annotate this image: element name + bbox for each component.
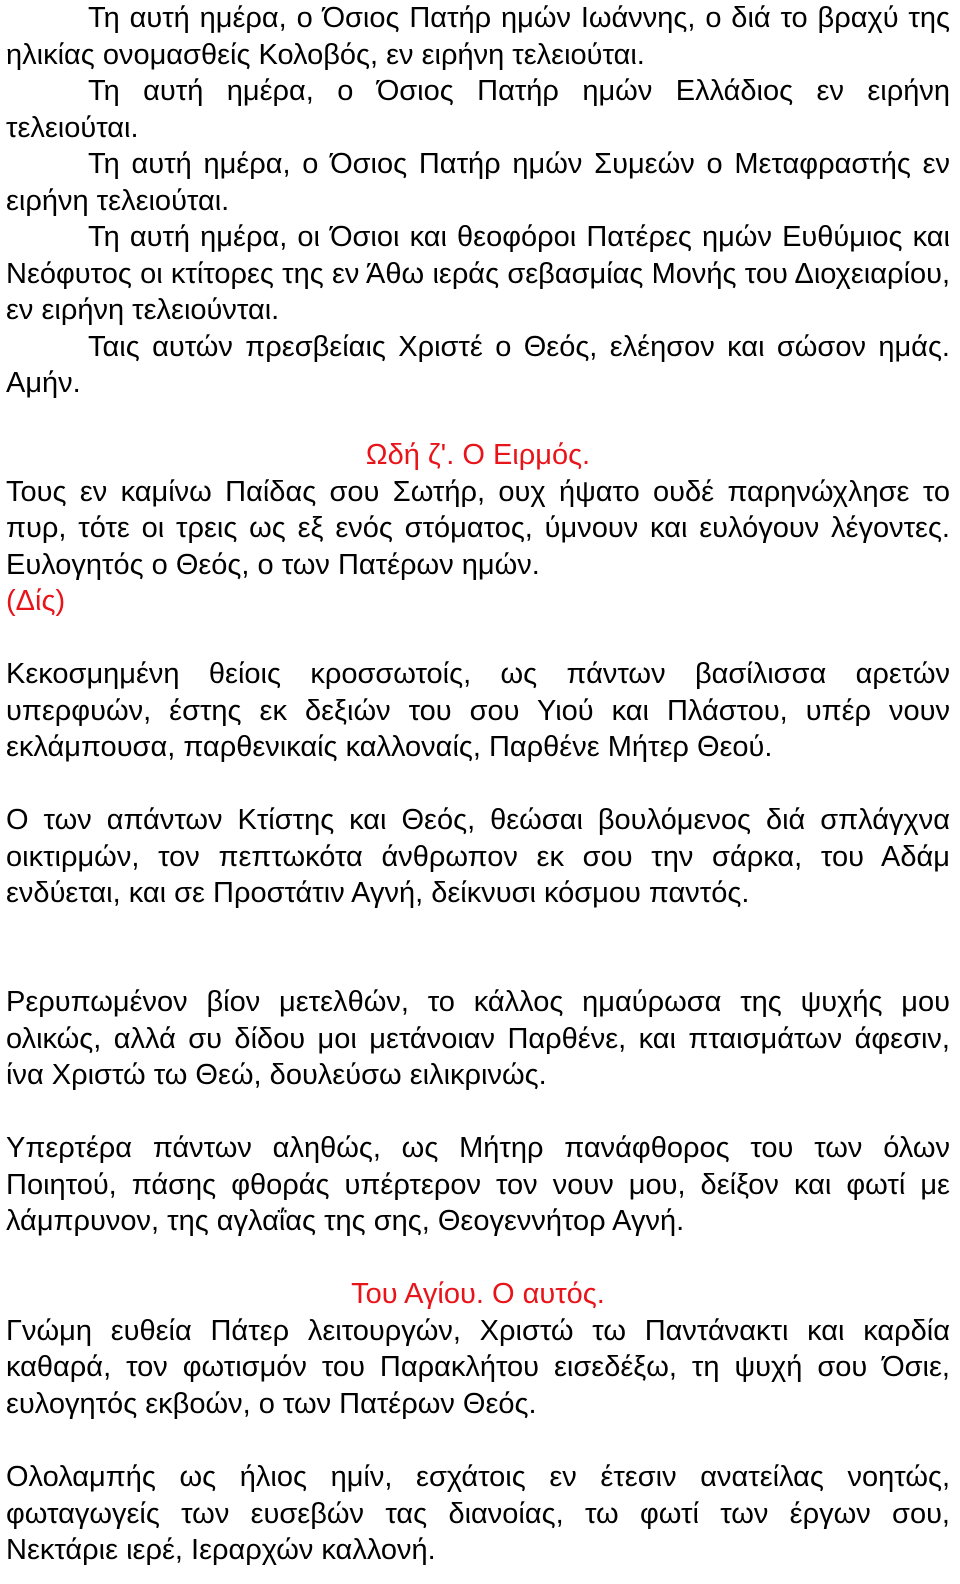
commemoration-1: Τη αυτή ημέρα, ο Όσιος Πατήρ ημών Ιωάννης, ο διά το βραχύ της ηλικίας ονομασθείς Κολοβός, εν ειρήνη τελειούται. xyxy=(6,2,950,71)
repeat-marker: (Δίς) xyxy=(6,585,66,617)
ode-7-troparion-4 xyxy=(6,1130,950,1240)
commemoration-4: Τη αυτή ημέρα, οι Όσιοι και θεοφόροι Πατέρες ημών Ευθύμιος και Νεόφυτος οι κτίτορες της εν Άθω ιεράς σεβασμίας Μονής του Διοχειαρίου, εν ειρήνη τελειούνται. xyxy=(6,221,950,326)
troparion-text: Ο των απάντων Κτίστης και Θεός, θεώσαι βουλόμενος διά σπλάγχνα οικτιρμών, τον πεπτωκότα άνθρωπον εκ σου την σάρκα, του Αδάμ ενδύεται, και σε Προστάτιν Αγνή, δείκνυσι κόσμου παντός. xyxy=(6,804,950,909)
ode-7-troparion-2 xyxy=(6,802,950,912)
ode-7-troparion-1 xyxy=(6,656,950,766)
troparion-text: Κεκοσμημένη θείοις κροσσωτοίς, ως πάντων βασίλισσα αρετών υπερφυών, έστης εκ δεξιών του σου Υιού και Πλάστου, υπέρ νουν εκλάμπουσα, παρθενικαίς καλλοναίς, Παρθένε Μήτερ Θεού. xyxy=(6,658,950,763)
saint-canon-heading: Του Αγίου. Ο αυτός. xyxy=(351,1278,605,1310)
ode-7-troparion-3 xyxy=(6,984,950,1094)
closing-prayer: Ταις αυτών πρεσβείαις Χριστέ ο Θεός, ελέησον και σώσον ημάς. Αμήν. xyxy=(6,330,950,399)
troparion-text: Ρερυπωμένον βίον μετελθών, το κάλλος ημαύρωσα της ψυχής μου ολικώς, αλλά συ δίδου μοι μετάνοιαν Παρθένε, και πταισμάτων άφεσιν, ίνα Χριστώ τω Θεώ, δουλεύσω ειλικρινώς. xyxy=(6,986,950,1091)
irmos-text: Τους εν καμίνω Παίδας σου Σωτήρ, ουχ ήψατο ουδέ παρηνώχλησε το πυρ, τότε οι τρεις ως εξ ενός στόματος, ύμνουν και ευλόγουν λέγοντες. Ευλογητός ο Θεός, ο των Πατέρων ημών. xyxy=(6,475,950,581)
saint-troparion-1: Γνώμη ευθεία Πάτερ λειτουργών, Χριστώ τω Παντάνακτι και καρδία καθαρά, τον φωτισμόν του Παρακλήτου εισεδέξω, τη ψυχή σου Όσιε, ευλογητός εκβοών, ο των Πατέρων Θεός. xyxy=(6,1314,950,1420)
commemoration-2: Τη αυτή ημέρα, ο Όσιος Πατήρ ημών Ελλάδιος εν ειρήνη τελειούται. xyxy=(6,75,950,144)
troparion-text: Υπερτέρα πάντων αληθώς, ως Μήτηρ πανάφθορος του των όλων Ποιητού, πάσης φθοράς υπέρτερον τον νουν μου, δείξον και φωτί με λάμπρυνον, της αγλαΐας της σης, Θεογεννήτορ Αγνή. xyxy=(6,1132,950,1237)
saint-troparion-2-block xyxy=(6,1459,950,1569)
commemoration-3: Τη αυτή ημέρα, ο Όσιος Πατήρ ημών Συμεών ο Μεταφραστής εν ειρήνη τελειούται. xyxy=(6,148,950,217)
saint-canon-section xyxy=(6,1276,950,1422)
ode-7-heading: Ωδή ζ'. Ο Ειρμός. xyxy=(365,439,591,471)
saint-troparion-2: Ολολαμπής ως ήλιος ημίν, εσχάτοις εν έτεσιν ανατείλας νοητώς, φωταγωγείς των ευσεβών τας διανοίας, τω φωτί των έργων σου, Νεκτάριε ιερέ, Ιεραρχών καλλονή. xyxy=(6,1461,950,1566)
ode-7-irmos xyxy=(6,474,950,620)
ode-7-section xyxy=(6,437,950,620)
commemorations-section xyxy=(6,0,950,402)
